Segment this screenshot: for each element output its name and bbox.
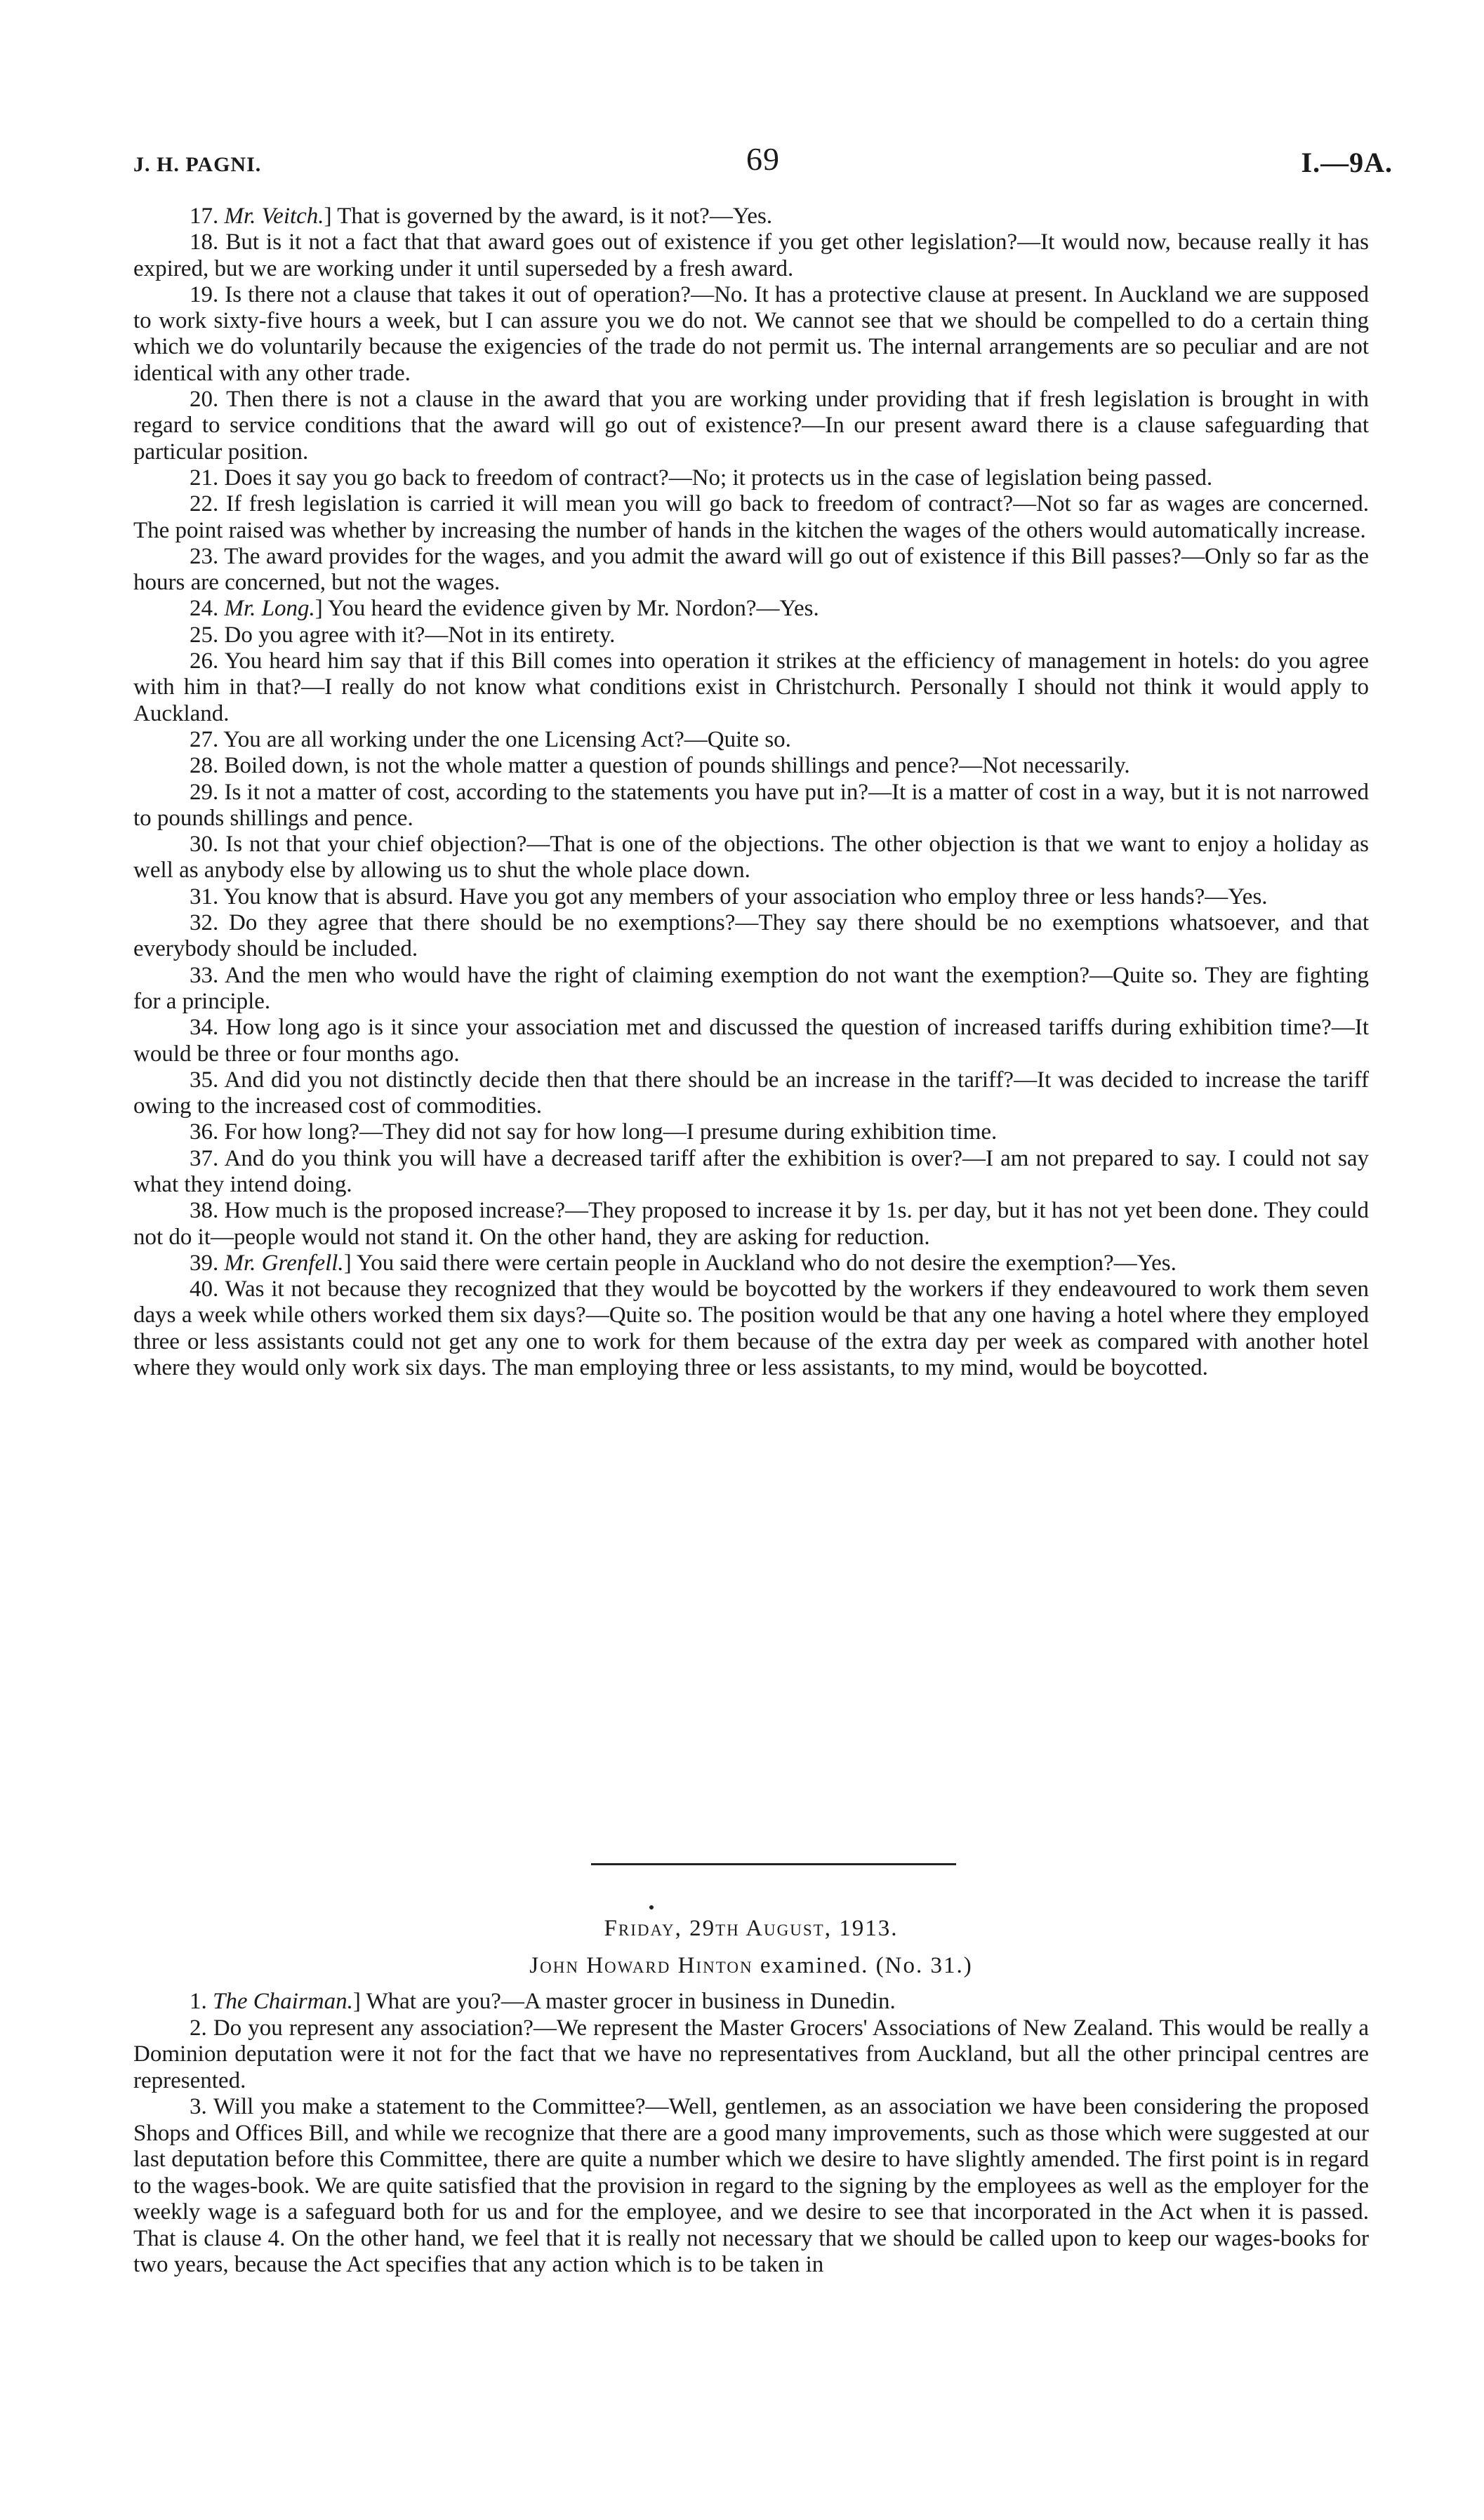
section-divider — [591, 1863, 956, 1865]
question-paragraph: 25. Do you agree with it?—Not in its entirety. — [190, 622, 616, 648]
page-number: 69 — [746, 141, 780, 177]
page-header — [133, 140, 1393, 182]
document-reference: I.—9A. — [1301, 147, 1393, 178]
question-paragraph: 38. How much is the proposed increase?—They proposed to increase it by 1s. per day, but it has not yet been done. They could not do it—people would not stand it. On the other hand, they are asking for reduction. — [133, 1198, 1369, 1250]
question-paragraph: 27. You are all working under the one Licensing Act?—Quite so. — [190, 726, 791, 752]
question-paragraph: 18. But is it not a fact that that award goes out of existence if you get other legislation?—It would now, because really it has expired, but we are working under it until superseded by a fresh award. — [133, 229, 1369, 281]
question-paragraph: 21. Does it say you go back to freedom of contract?—No; it protects us in the case of legislation being passed. — [190, 465, 1213, 491]
question-paragraph: 2. Do you represent any association?—We represent the Master Grocers' Associations of New Zealand. This would be really a Dominion deputation were it not for the fact that we have no representatives from Auckland, but all the other principal centres are represented. — [133, 2015, 1369, 2093]
divider-dot — [649, 1905, 654, 1909]
question-paragraph: 32. Do they agree that there should be no exemptions?—They say there should be no exemptions whatsoever, and that everybody should be included. — [133, 910, 1369, 962]
witness-heading — [133, 1953, 1369, 1979]
question-paragraph: 37. And do you think you will have a decreased tariff after the exhibition is over?—I am not prepared to say. I could not say what they intend doing. — [133, 1145, 1369, 1197]
speaker-name: Mr. Veitch. — [224, 204, 324, 229]
question-paragraph: 33. And the men who would have the right of claiming exemption do not want the exemption?—Quite so. They are fighting for a principle. — [133, 962, 1369, 1014]
question-paragraph: 31. You know that is absurd. Have you got any members of your association who employ three or less hands?—Yes. — [190, 884, 1268, 909]
evidence-text-part2 — [133, 1989, 1369, 2279]
question-paragraph: 24. Mr. Long.] You heard the evidence given by Mr. Nordon?—Yes. — [190, 596, 819, 622]
speaker-name: The Chairman. — [213, 1989, 353, 2014]
witness-name: John Howard Hinton — [529, 1953, 753, 1978]
question-paragraph: 17. Mr. Veitch.] That is governed by the award, is it not?—Yes. — [190, 204, 773, 229]
running-head-name: J. H. PAGNI. — [133, 153, 262, 176]
question-paragraph: 40. Was it not because they recognized that they would be boycotted by the workers if they endeavoured to work them seven days a week while others worked them six days?—Quite so. The position would be that any one having a hotel where they employed three or less assistants could not get any one to work for them because of the extra day per week as compared with another hotel where they would only work six days. The man employing three or less assistants, to my mind, would be boycotted. — [133, 1276, 1369, 1381]
speaker-name: Mr. Long. — [224, 596, 315, 622]
question-paragraph: 23. The award provides for the wages, and you admit the award will go out of existence if this Bill passes?—Only so far as the hours are concerned, but not the wages. — [133, 543, 1369, 596]
witness-number: (No. 31.) — [875, 1953, 973, 1978]
question-paragraph: 35. And did you not distinctly decide then that there should be an increase in the tariff?—It was decided to increase the tariff owing to the increased cost of commodities. — [133, 1067, 1369, 1119]
question-paragraph: 29. Is it not a matter of cost, according to the statements you have put in?—It is a matter of cost in a way, but it is not narrowed to pounds shillings and pence. — [133, 779, 1369, 831]
speaker-name: Mr. Grenfell. — [224, 1250, 344, 1276]
question-paragraph: 30. Is not that your chief objection?—That is one of the objections. The other objection is that we want to enjoy a holiday as well as anybody else by allowing us to shut the whole place down. — [133, 832, 1369, 884]
question-paragraph: 28. Boiled down, is not the whole matter a question of pounds shillings and pence?—Not necessarily. — [190, 753, 1130, 779]
question-paragraph: 3. Will you make a statement to the Committee?—Well, gentlemen, as an association we have been considering the proposed Shops and Offices Bill, and while we recognize that there are a good many improvements, such as those which were suggested at our last deputation before this Committee, there are quite a number which we desire to have slightly amended. The first point is in regard to the wages-book. We are quite satisfied that the provision in regard to the signing by the employees as well as the employer for the weekly wage is a safeguard both for us and for the employee, and we desire to see that incorporated in the Act when it is passed. That is clause 4. On the other hand, we feel that it is really not necessary that we should be called upon to keep our wages-books for two years, because the Act specifies that any action which is to be taken in — [133, 2094, 1369, 2277]
question-paragraph: 22. If fresh legislation is carried it will mean you will go back to freedom of contract?—Not so far as wages are concerned. The point raised was whether by increasing the number of hands in the kitchen the wages of the others would automatically increase. — [133, 491, 1369, 543]
question-paragraph: 39. Mr. Grenfell.] You said there were certain people in Auckland who do not desire the exemption?—Yes. — [190, 1250, 1177, 1276]
evidence-text-part1 — [133, 204, 1369, 1381]
question-paragraph: 19. Is there not a clause that takes it out of operation?—No. It has a protective clause at present. In Auckland we are supposed to work sixty-five hours a week, but I can assure you we do not. We cannot see that we should be compelled to do a certain thing which we do voluntarily because the exigencies of the trade do not permit us. The internal arrangements are so peculiar and are not identical with any other trade. — [133, 281, 1369, 386]
session-date: Friday, 29th August, 1913. — [604, 1916, 899, 1941]
witness-suffix: examined. — [760, 1953, 869, 1978]
question-paragraph: 26. You heard him say that if this Bill comes into operation it strikes at the efficiency of management in hotels: do you agree with him in that?—I really do not know what conditions exist in Christchurch. Personally I should not think it would apply to Auckland. — [133, 648, 1369, 726]
question-paragraph: 20. Then there is not a clause in the award that you are working under providing that if fresh legislation is brought in with regard to service conditions that the award will go out of existence?—In our present award there is a clause safeguarding that particular position. — [133, 387, 1369, 465]
question-paragraph: 1. The Chairman.] What are you?—A master grocer in business in Dunedin. — [190, 1989, 896, 2014]
question-paragraph: 36. For how long?—They did not say for how long—I presume during exhibition time. — [190, 1119, 998, 1145]
question-paragraph: 34. How long ago is it since your association met and discussed the question of increased tariffs during exhibition time?—It would be three or four months ago. — [133, 1015, 1369, 1067]
